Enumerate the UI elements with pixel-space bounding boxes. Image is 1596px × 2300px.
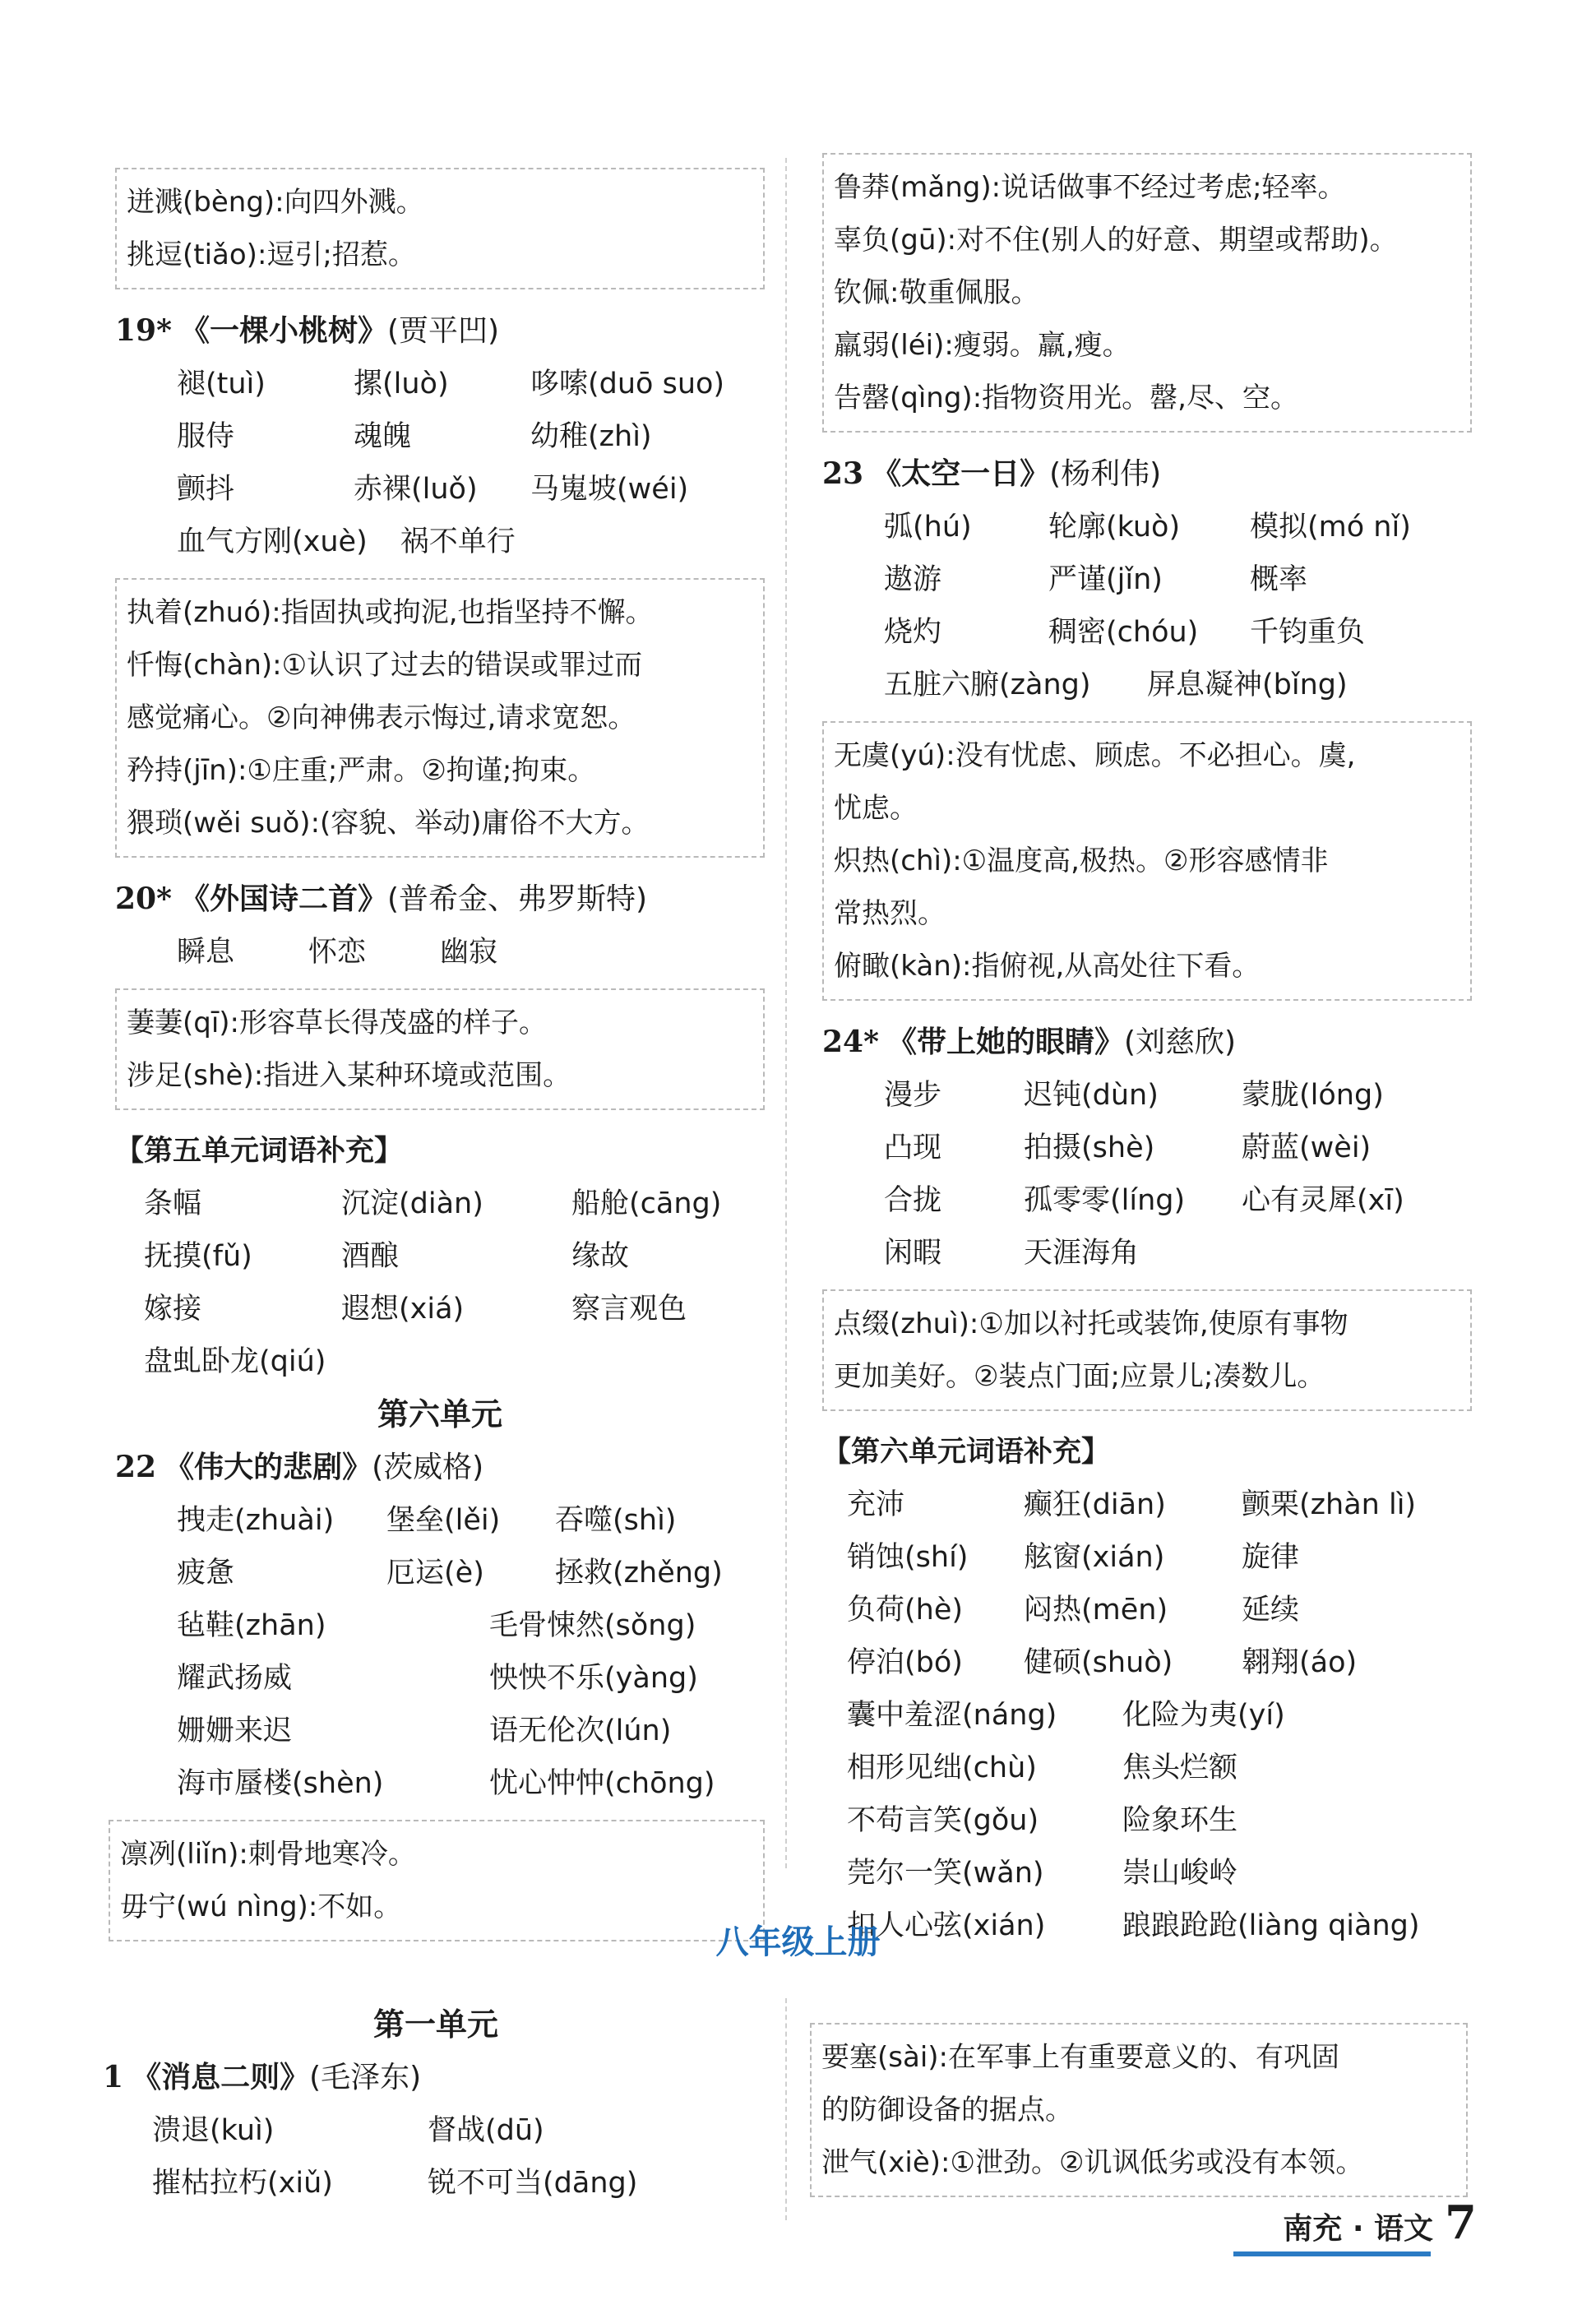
- word: 漫步: [884, 1079, 942, 1112]
- word: 蒙胧(lóng): [1242, 1079, 1384, 1112]
- definition-line: 更加美好。②装点门面;应景儿;凑数儿。: [834, 1360, 1325, 1393]
- word: 蔚蓝(wèi): [1242, 1131, 1372, 1164]
- definition-line: 忏悔(chàn):①认识了过去的错误或罪过而: [127, 649, 643, 682]
- lesson-number: 23: [822, 456, 864, 491]
- lesson-heading-20: [115, 872, 765, 926]
- lesson-author: (刘慈欣): [1123, 1025, 1237, 1059]
- word: 溃退(kuì): [152, 2114, 275, 2147]
- word: 幽寂: [440, 936, 498, 969]
- definition-line: 矜持(jīn):①庄重;严肃。②拘谨;拘束。: [127, 754, 596, 787]
- lesson-author: (毛泽东): [309, 2061, 422, 2094]
- word: 屏息凝神(bǐng): [1147, 669, 1348, 701]
- word: 堡垒(lěi): [386, 1504, 501, 1537]
- word: 条幅: [144, 1187, 202, 1220]
- word: 延续: [1242, 1594, 1300, 1627]
- lesson-title: 《一棵小桃树》: [179, 314, 387, 348]
- lesson-author: (茨威格): [372, 1451, 484, 1484]
- unit6-supplement-heading: 【第六单元词语补充】: [822, 1436, 1111, 1469]
- page-footer: [1283, 2196, 1477, 2250]
- lesson-number: 1: [103, 2060, 124, 2094]
- definition-line: 无虞(yú):没有忧虑、顾虑。不必担心。虞,: [834, 739, 1356, 772]
- word: 船舱(cāng): [571, 1187, 722, 1220]
- lesson-heading-19: [115, 304, 765, 358]
- word: 嫁接: [144, 1293, 202, 1326]
- word: 癫狂(diān): [1024, 1488, 1166, 1521]
- column-divider-bottom: [785, 1998, 787, 2220]
- word: 概率: [1250, 563, 1308, 596]
- definition-box-top-left: [115, 168, 765, 289]
- lesson-author: (贾平凹): [386, 314, 500, 348]
- word: 孤零零(líng): [1024, 1184, 1186, 1217]
- word: 弧(hú): [884, 511, 972, 544]
- lesson-heading-1: [103, 2051, 769, 2104]
- unit5-supplement-heading: 【第五单元词语补充】: [115, 1135, 404, 1168]
- word: 赤裸(luǒ): [354, 473, 478, 506]
- word: 健硕(shuò): [1024, 1646, 1173, 1679]
- word: 血气方刚(xuè): [177, 525, 368, 558]
- word: 颤栗(zhàn lì): [1242, 1488, 1417, 1521]
- word: 不苟言笑(gǒu): [847, 1804, 1039, 1837]
- lesson-author: (普希金、弗罗斯特): [386, 882, 648, 916]
- word: 督战(dū): [428, 2114, 544, 2147]
- definition-line: 钦佩:敬重佩服。: [834, 276, 1039, 309]
- word: 幼稚(zhì): [530, 420, 652, 453]
- page-number: 7: [1445, 2196, 1477, 2250]
- word: 天涯海角: [1024, 1237, 1140, 1270]
- word: 销蚀(shí): [847, 1541, 969, 1574]
- word: 莞尔一笑(wǎn): [847, 1857, 1044, 1890]
- word: 翱翔(áo): [1242, 1646, 1358, 1679]
- lesson-heading-23: [822, 447, 1472, 501]
- word: 遐想(xiá): [341, 1293, 465, 1326]
- word: 服侍: [177, 420, 235, 453]
- definition-line: 要塞(sài):在军事上有重要意义的、有巩固: [821, 2041, 1339, 2074]
- right-column: [822, 158, 1472, 1952]
- definition-line: 执着(zhuó):指固执或拘泥,也指坚持不懈。: [127, 596, 654, 629]
- word: 烧灼: [884, 616, 942, 649]
- word: 语无伦次(lún): [489, 1715, 672, 1747]
- word: 沉淀(diàn): [341, 1187, 483, 1220]
- definition-line: 的防御设备的据点。: [821, 2094, 1073, 2126]
- word: 吞噬(shì): [555, 1504, 677, 1537]
- lesson-title: 《伟大的悲剧》: [164, 1451, 372, 1484]
- word: 相形见绌(chù): [847, 1752, 1037, 1784]
- word: 轮廓(kuò): [1048, 511, 1181, 544]
- word: 哆嗦(duō suo): [530, 368, 725, 400]
- word: 察言观色: [571, 1293, 687, 1326]
- word: 盘虬卧龙(qiú): [144, 1345, 326, 1378]
- word: 五脏六腑(zàng): [884, 669, 1091, 701]
- word: 厄运(è): [386, 1557, 484, 1590]
- word: 酒酿: [341, 1240, 400, 1273]
- word: 负荷(hè): [847, 1594, 964, 1627]
- word: 千钧重负: [1250, 616, 1366, 649]
- lesson-title: 《消息二则》: [132, 2061, 310, 2094]
- definition-box-20: [115, 988, 765, 1110]
- word: 抚摸(fǔ): [144, 1240, 252, 1273]
- left-column: [115, 158, 765, 1956]
- word: 踉踉跄跄(liàng qiàng): [1122, 1909, 1420, 1942]
- definition-line: 告罄(qìng):指物资用光。罄,尽、空。: [834, 382, 1298, 414]
- word: 心有灵犀(xī): [1242, 1184, 1404, 1217]
- definition-box-1: [810, 2023, 1468, 2197]
- word: 扣人心弦(xián): [847, 1909, 1046, 1942]
- word: 闷热(mēn): [1024, 1594, 1168, 1627]
- column-divider: [785, 158, 787, 1868]
- word: 凸现: [884, 1131, 942, 1164]
- word: 缘故: [571, 1240, 630, 1273]
- word: 褪(tuì): [177, 368, 266, 400]
- unit5-supplement-words: [144, 1178, 765, 1388]
- lesson-number: 20*: [115, 882, 172, 916]
- lesson-number: 19*: [115, 313, 172, 348]
- word-list-20: [177, 926, 765, 979]
- lesson-title: 《外国诗二首》: [179, 882, 387, 916]
- word: 毡鞋(zhān): [177, 1609, 326, 1642]
- definition-box-19: [115, 578, 765, 858]
- word-list-24: [884, 1069, 1472, 1280]
- word: 忧心忡忡(chōng): [489, 1767, 715, 1800]
- definition-line: 萋萋(qī):形容草长得茂盛的样子。: [127, 1007, 548, 1039]
- word: 迟钝(dùn): [1024, 1079, 1159, 1112]
- lesson-title: 《太空一日》: [872, 457, 1050, 491]
- footer-underline: [1233, 2251, 1431, 2256]
- word: 崇山峻岭: [1122, 1857, 1238, 1890]
- definition-line: 点缀(zhuì):①加以衬托或装饰,使原有事物: [834, 1307, 1349, 1340]
- word-list-1: [152, 2104, 769, 2210]
- lesson-heading-22: [115, 1441, 765, 1494]
- footer-label: 南充 · 语文: [1283, 2212, 1434, 2246]
- unit-heading: 第六单元: [377, 1395, 502, 1432]
- bottom-right-column: [810, 2023, 1468, 2212]
- word: 海市蜃楼(shèn): [177, 1767, 384, 1800]
- definition-line: 常热烈。: [834, 897, 946, 930]
- word-list-22: [177, 1494, 765, 1810]
- word: 囊中羞涩(náng): [847, 1699, 1057, 1732]
- word-list-19: [177, 358, 765, 568]
- word: 充沛: [847, 1488, 905, 1521]
- definition-line: 羸弱(léi):瘦弱。羸,瘦。: [834, 329, 1131, 362]
- word-list-23: [884, 501, 1472, 711]
- lesson-author: (杨利伟): [1049, 457, 1162, 491]
- word: 合拢: [884, 1184, 942, 1217]
- lesson-number: 22: [115, 1450, 157, 1484]
- word: 模拟(mó nǐ): [1250, 511, 1411, 544]
- definition-line: 凛冽(liǐn):刺骨地寒冷。: [120, 1838, 416, 1871]
- word: 祸不单行: [400, 525, 516, 558]
- word: 稠密(chóu): [1048, 616, 1199, 649]
- definition-box-top-right: [822, 153, 1472, 433]
- word: 摧枯拉朽(xiǔ): [152, 2167, 333, 2200]
- definition-line: 鲁莽(mǎng):说话做事不经过考虑;轻率。: [834, 171, 1346, 204]
- word: 拯救(zhěng): [555, 1557, 723, 1590]
- word: 马嵬坡(wéi): [530, 473, 689, 506]
- definition-box-23: [822, 721, 1472, 1001]
- word: 怏怏不乐(yàng): [489, 1662, 698, 1695]
- word: 舷窗(xián): [1024, 1541, 1165, 1574]
- unit-heading: 第一单元: [372, 2006, 498, 2043]
- word: 颤抖: [177, 473, 235, 506]
- word: 焦头烂额: [1122, 1752, 1238, 1784]
- word: 魂魄: [354, 420, 412, 453]
- word: 旋律: [1242, 1541, 1300, 1574]
- definition-line: 泄气(xiè):①泄劲。②讥讽低劣或没有本领。: [821, 2146, 1364, 2179]
- definition-line: 挑逗(tiǎo):逗引;招惹。: [127, 238, 416, 271]
- word: 怀恋: [308, 936, 367, 969]
- word: 遨游: [884, 563, 942, 596]
- word: 瞬息: [177, 936, 235, 969]
- bottom-left-column: [103, 1998, 769, 2210]
- word: 化险为夷(yí): [1122, 1699, 1285, 1732]
- word: 疲惫: [177, 1557, 235, 1590]
- word: 停泊(bó): [847, 1646, 963, 1679]
- definition-line: 感觉痛心。②向神佛表示悔过,请求宽恕。: [127, 701, 636, 734]
- word: 耀武扬威: [177, 1662, 293, 1695]
- definition-line: 涉足(shè):指进入某种环境或范围。: [127, 1059, 571, 1092]
- unit6-supplement-words: [847, 1479, 1472, 1952]
- definition-box-24: [822, 1289, 1472, 1411]
- word: 姗姗来迟: [177, 1715, 293, 1747]
- word: 闲暇: [884, 1237, 942, 1270]
- word: 摞(luò): [354, 368, 449, 400]
- definition-line: 俯瞰(kàn):指俯视,从高处往下看。: [834, 950, 1261, 983]
- word: 拍摄(shè): [1024, 1131, 1155, 1164]
- word: 严谨(jǐn): [1048, 563, 1163, 596]
- lesson-heading-24: [822, 1016, 1472, 1069]
- definition-line: 迸溅(bèng):向四外溅。: [127, 186, 424, 219]
- lesson-number: 24*: [822, 1025, 879, 1059]
- grade-title: 八年级上册: [715, 1923, 881, 1961]
- definition-line: 忧虑。: [834, 792, 918, 825]
- definition-line: 辜负(gū):对不住(别人的好意、期望或帮助)。: [834, 224, 1398, 257]
- word: 毛骨悚然(sǒng): [489, 1609, 696, 1642]
- word: 拽走(zhuài): [177, 1504, 335, 1537]
- definition-line: 猥琐(wěi suǒ):(容貌、举动)庸俗不大方。: [127, 807, 650, 840]
- definition-line: 毋宁(wú nìng):不如。: [120, 1890, 402, 1923]
- lesson-title: 《带上她的眼睛》: [886, 1025, 1124, 1059]
- word: 险象环生: [1122, 1804, 1238, 1837]
- definition-line: 炽热(chì):①温度高,极热。②形容感情非: [834, 845, 1329, 877]
- word: 锐不可当(dāng): [428, 2167, 638, 2200]
